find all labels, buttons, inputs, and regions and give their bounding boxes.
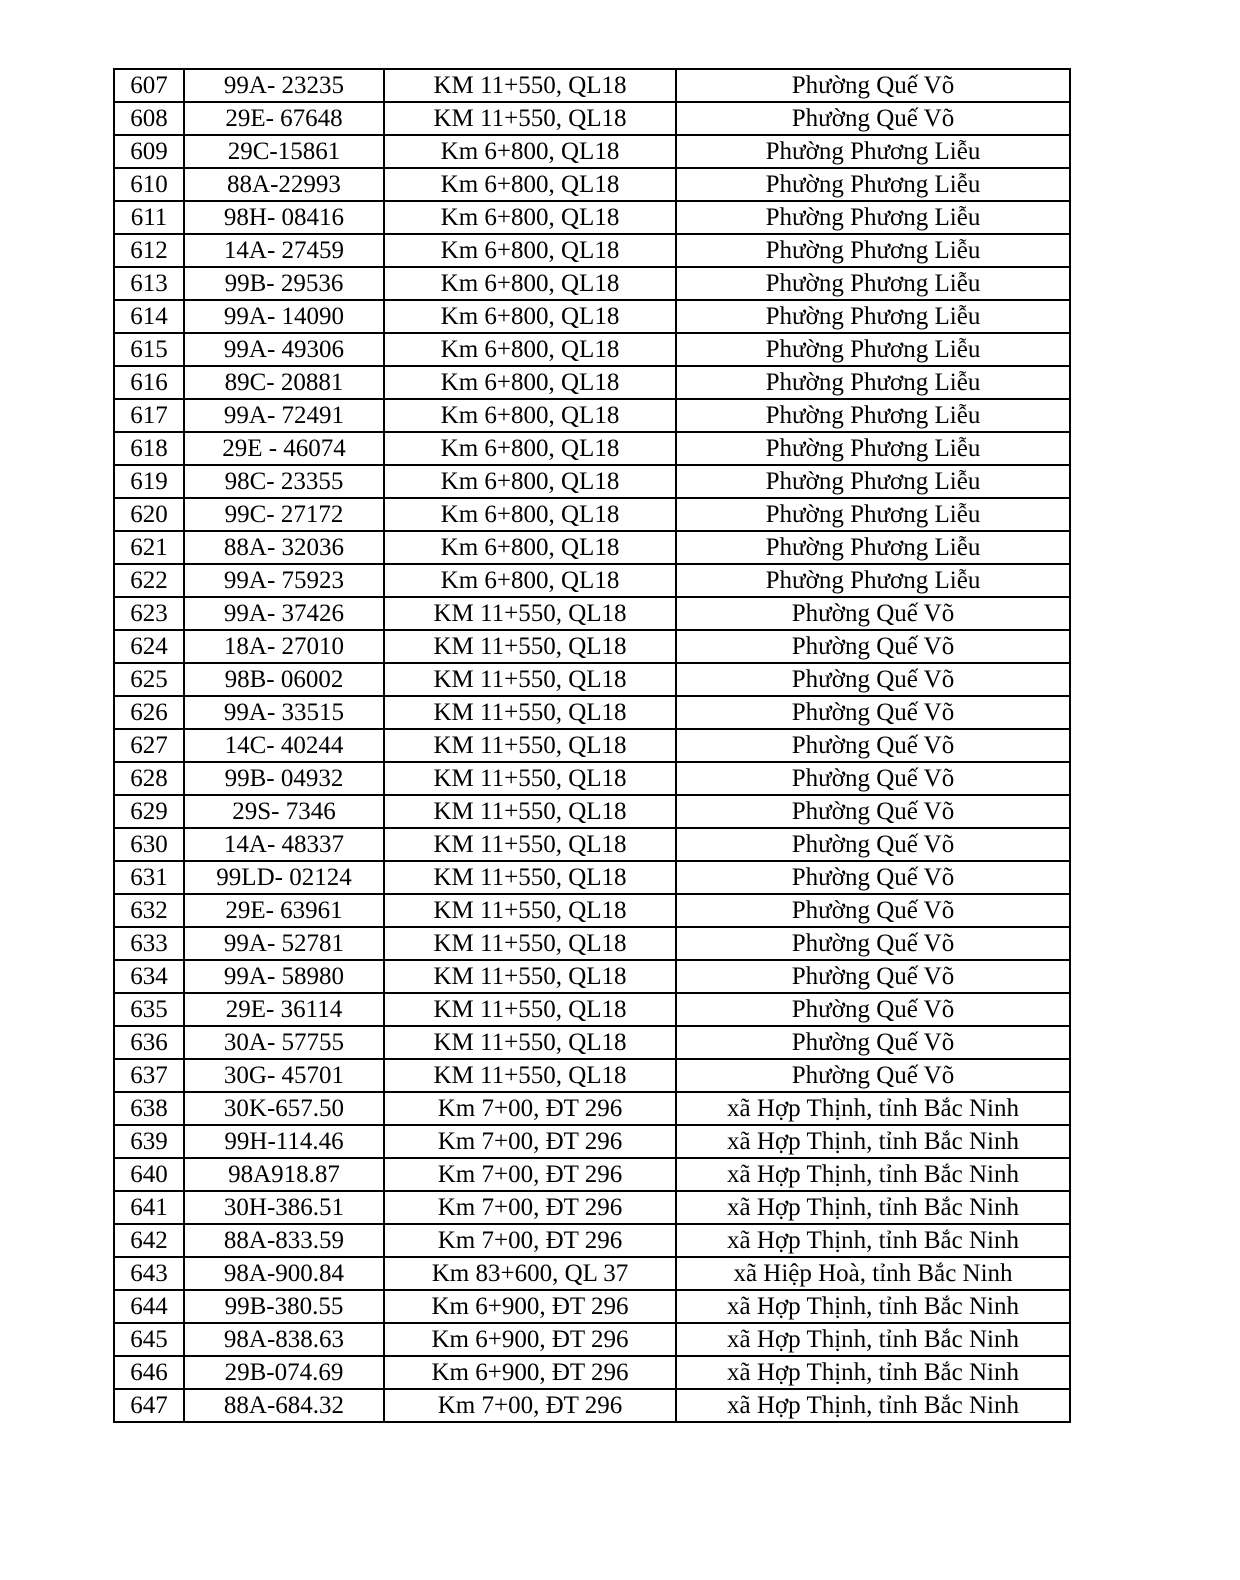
license-plate-cell: 99B-380.55	[184, 1290, 384, 1323]
license-plate-cell: 99C- 27172	[184, 498, 384, 531]
license-plate-cell: 99A- 72491	[184, 399, 384, 432]
table-row	[114, 234, 1070, 267]
row-number-cell: 609	[114, 135, 184, 168]
table-row	[114, 630, 1070, 663]
ward-cell: Phường Phương Liễu	[676, 564, 1070, 597]
ward-cell: Phường Phương Liễu	[676, 300, 1070, 333]
ward-cell: xã Hợp Thịnh, tỉnh Bắc Ninh	[676, 1158, 1070, 1191]
ward-cell: xã Hợp Thịnh, tỉnh Bắc Ninh	[676, 1191, 1070, 1224]
ward-cell: Phường Phương Liễu	[676, 432, 1070, 465]
ward-cell: Phường Quế Võ	[676, 630, 1070, 663]
location-cell: Km 6+800, QL18	[384, 234, 676, 267]
license-plate-cell: 98A-838.63	[184, 1323, 384, 1356]
ward-cell: Phường Quế Võ	[676, 993, 1070, 1026]
location-cell: KM 11+550, QL18	[384, 102, 676, 135]
table-row	[114, 1389, 1070, 1422]
table-row	[114, 1158, 1070, 1191]
table-row	[114, 432, 1070, 465]
license-plate-cell: 88A-833.59	[184, 1224, 384, 1257]
table-row	[114, 465, 1070, 498]
table-row	[114, 333, 1070, 366]
ward-cell: Phường Phương Liễu	[676, 498, 1070, 531]
table-row	[114, 564, 1070, 597]
table-row	[114, 1257, 1070, 1290]
ward-cell: Phường Quế Võ	[676, 960, 1070, 993]
location-cell: Km 6+800, QL18	[384, 564, 676, 597]
table-row	[114, 960, 1070, 993]
ward-cell: Phường Quế Võ	[676, 696, 1070, 729]
location-cell: Km 6+900, ĐT 296	[384, 1290, 676, 1323]
license-plate-cell: 29E- 67648	[184, 102, 384, 135]
row-number-cell: 622	[114, 564, 184, 597]
row-number-cell: 607	[114, 69, 184, 102]
license-plate-cell: 29E- 63961	[184, 894, 384, 927]
location-cell: Km 6+800, QL18	[384, 498, 676, 531]
license-plate-cell: 30A- 57755	[184, 1026, 384, 1059]
row-number-cell: 628	[114, 762, 184, 795]
license-plate-cell: 99B- 29536	[184, 267, 384, 300]
table-row	[114, 1191, 1070, 1224]
table-row	[114, 366, 1070, 399]
ward-cell: xã Hợp Thịnh, tỉnh Bắc Ninh	[676, 1224, 1070, 1257]
ward-cell: xã Hợp Thịnh, tỉnh Bắc Ninh	[676, 1125, 1070, 1158]
row-number-cell: 621	[114, 531, 184, 564]
ward-cell: Phường Quế Võ	[676, 828, 1070, 861]
table-row	[114, 1290, 1070, 1323]
ward-cell: Phường Quế Võ	[676, 861, 1070, 894]
license-plate-cell: 99A- 37426	[184, 597, 384, 630]
ward-cell: xã Hiệp Hoà, tỉnh Bắc Ninh	[676, 1257, 1070, 1290]
table-row	[114, 300, 1070, 333]
ward-cell: Phường Quế Võ	[676, 69, 1070, 102]
row-number-cell: 619	[114, 465, 184, 498]
table-row	[114, 894, 1070, 927]
ward-cell: Phường Quế Võ	[676, 762, 1070, 795]
row-number-cell: 630	[114, 828, 184, 861]
location-cell: KM 11+550, QL18	[384, 597, 676, 630]
table-row	[114, 102, 1070, 135]
license-plate-cell: 99LD- 02124	[184, 861, 384, 894]
ward-cell: Phường Quế Võ	[676, 1059, 1070, 1092]
table-row	[114, 1125, 1070, 1158]
table-row	[114, 696, 1070, 729]
location-cell: Km 6+900, ĐT 296	[384, 1356, 676, 1389]
license-plate-cell: 99A- 33515	[184, 696, 384, 729]
license-plate-cell: 14A- 48337	[184, 828, 384, 861]
table-row	[114, 762, 1070, 795]
license-plate-cell: 29S- 7346	[184, 795, 384, 828]
table-row	[114, 531, 1070, 564]
location-cell: KM 11+550, QL18	[384, 795, 676, 828]
row-number-cell: 624	[114, 630, 184, 663]
license-plate-cell: 99A- 52781	[184, 927, 384, 960]
table-row	[114, 267, 1070, 300]
location-cell: Km 7+00, ĐT 296	[384, 1191, 676, 1224]
license-plate-cell: 30G- 45701	[184, 1059, 384, 1092]
table-row	[114, 663, 1070, 696]
row-number-cell: 636	[114, 1026, 184, 1059]
license-plate-cell: 99A- 14090	[184, 300, 384, 333]
location-cell: KM 11+550, QL18	[384, 630, 676, 663]
location-cell: Km 7+00, ĐT 296	[384, 1158, 676, 1191]
license-plate-cell: 98A918.87	[184, 1158, 384, 1191]
license-plate-cell: 88A-684.32	[184, 1389, 384, 1422]
location-cell: KM 11+550, QL18	[384, 696, 676, 729]
row-number-cell: 646	[114, 1356, 184, 1389]
row-number-cell: 625	[114, 663, 184, 696]
table-row	[114, 168, 1070, 201]
location-cell: Km 6+800, QL18	[384, 432, 676, 465]
ward-cell: Phường Phương Liễu	[676, 135, 1070, 168]
license-plate-cell: 99H-114.46	[184, 1125, 384, 1158]
ward-cell: Phường Quế Võ	[676, 102, 1070, 135]
table-row	[114, 135, 1070, 168]
location-cell: KM 11+550, QL18	[384, 894, 676, 927]
row-number-cell: 611	[114, 201, 184, 234]
ward-cell: Phường Phương Liễu	[676, 234, 1070, 267]
license-plate-cell: 29B-074.69	[184, 1356, 384, 1389]
row-number-cell: 639	[114, 1125, 184, 1158]
license-plate-cell: 30K-657.50	[184, 1092, 384, 1125]
row-number-cell: 634	[114, 960, 184, 993]
license-plate-cell: 88A-22993	[184, 168, 384, 201]
table-row	[114, 828, 1070, 861]
ward-cell: xã Hợp Thịnh, tỉnh Bắc Ninh	[676, 1356, 1070, 1389]
location-cell: KM 11+550, QL18	[384, 69, 676, 102]
row-number-cell: 620	[114, 498, 184, 531]
ward-cell: Phường Phương Liễu	[676, 267, 1070, 300]
row-number-cell: 638	[114, 1092, 184, 1125]
location-cell: Km 6+800, QL18	[384, 201, 676, 234]
row-number-cell: 633	[114, 927, 184, 960]
location-cell: Km 7+00, ĐT 296	[384, 1125, 676, 1158]
violations-table	[113, 68, 1071, 1423]
location-cell: Km 7+00, ĐT 296	[384, 1389, 676, 1422]
table-row	[114, 729, 1070, 762]
location-cell: Km 6+800, QL18	[384, 135, 676, 168]
table-row	[114, 399, 1070, 432]
ward-cell: Phường Phương Liễu	[676, 201, 1070, 234]
license-plate-cell: 14A- 27459	[184, 234, 384, 267]
ward-cell: Phường Quế Võ	[676, 1026, 1070, 1059]
license-plate-cell: 99A- 58980	[184, 960, 384, 993]
location-cell: KM 11+550, QL18	[384, 828, 676, 861]
license-plate-cell: 30H-386.51	[184, 1191, 384, 1224]
location-cell: KM 11+550, QL18	[384, 762, 676, 795]
row-number-cell: 617	[114, 399, 184, 432]
license-plate-cell: 89C- 20881	[184, 366, 384, 399]
ward-cell: Phường Phương Liễu	[676, 333, 1070, 366]
table-row	[114, 1026, 1070, 1059]
location-cell: Km 6+800, QL18	[384, 300, 676, 333]
ward-cell: xã Hợp Thịnh, tỉnh Bắc Ninh	[676, 1323, 1070, 1356]
table-row	[114, 861, 1070, 894]
table-row	[114, 201, 1070, 234]
row-number-cell: 615	[114, 333, 184, 366]
location-cell: Km 6+800, QL18	[384, 333, 676, 366]
table-row	[114, 597, 1070, 630]
location-cell: Km 6+800, QL18	[384, 531, 676, 564]
location-cell: KM 11+550, QL18	[384, 663, 676, 696]
license-plate-cell: 99A- 23235	[184, 69, 384, 102]
ward-cell: xã Hợp Thịnh, tỉnh Bắc Ninh	[676, 1389, 1070, 1422]
license-plate-cell: 99A- 75923	[184, 564, 384, 597]
location-cell: Km 7+00, ĐT 296	[384, 1092, 676, 1125]
ward-cell: Phường Phương Liễu	[676, 366, 1070, 399]
row-number-cell: 610	[114, 168, 184, 201]
table-row	[114, 1323, 1070, 1356]
table-row	[114, 1356, 1070, 1389]
location-cell: KM 11+550, QL18	[384, 729, 676, 762]
row-number-cell: 644	[114, 1290, 184, 1323]
location-cell: KM 11+550, QL18	[384, 861, 676, 894]
row-number-cell: 642	[114, 1224, 184, 1257]
license-plate-cell: 29C-15861	[184, 135, 384, 168]
location-cell: Km 6+800, QL18	[384, 399, 676, 432]
license-plate-cell: 99B- 04932	[184, 762, 384, 795]
row-number-cell: 640	[114, 1158, 184, 1191]
location-cell: KM 11+550, QL18	[384, 927, 676, 960]
location-cell: Km 6+800, QL18	[384, 366, 676, 399]
ward-cell: Phường Quế Võ	[676, 597, 1070, 630]
location-cell: KM 11+550, QL18	[384, 960, 676, 993]
license-plate-cell: 88A- 32036	[184, 531, 384, 564]
table-row	[114, 1224, 1070, 1257]
row-number-cell: 632	[114, 894, 184, 927]
license-plate-cell: 98A-900.84	[184, 1257, 384, 1290]
row-number-cell: 608	[114, 102, 184, 135]
location-cell: KM 11+550, QL18	[384, 1059, 676, 1092]
license-plate-cell: 99A- 49306	[184, 333, 384, 366]
license-plate-cell: 98C- 23355	[184, 465, 384, 498]
row-number-cell: 631	[114, 861, 184, 894]
row-number-cell: 641	[114, 1191, 184, 1224]
ward-cell: Phường Phương Liễu	[676, 531, 1070, 564]
location-cell: KM 11+550, QL18	[384, 1026, 676, 1059]
ward-cell: Phường Quế Võ	[676, 729, 1070, 762]
table-row	[114, 927, 1070, 960]
table-row	[114, 1059, 1070, 1092]
location-cell: KM 11+550, QL18	[384, 993, 676, 1026]
row-number-cell: 616	[114, 366, 184, 399]
row-number-cell: 614	[114, 300, 184, 333]
row-number-cell: 623	[114, 597, 184, 630]
row-number-cell: 626	[114, 696, 184, 729]
row-number-cell: 645	[114, 1323, 184, 1356]
license-plate-cell: 98B- 06002	[184, 663, 384, 696]
row-number-cell: 643	[114, 1257, 184, 1290]
row-number-cell: 637	[114, 1059, 184, 1092]
location-cell: Km 6+800, QL18	[384, 465, 676, 498]
ward-cell: Phường Phương Liễu	[676, 465, 1070, 498]
ward-cell: xã Hợp Thịnh, tỉnh Bắc Ninh	[676, 1092, 1070, 1125]
ward-cell: Phường Phương Liễu	[676, 168, 1070, 201]
location-cell: Km 6+900, ĐT 296	[384, 1323, 676, 1356]
table-row	[114, 993, 1070, 1026]
ward-cell: Phường Quế Võ	[676, 927, 1070, 960]
table-row	[114, 69, 1070, 102]
license-plate-cell: 29E- 36114	[184, 993, 384, 1026]
location-cell: Km 7+00, ĐT 296	[384, 1224, 676, 1257]
table-row	[114, 795, 1070, 828]
ward-cell: Phường Quế Võ	[676, 894, 1070, 927]
license-plate-cell: 14C- 40244	[184, 729, 384, 762]
table-row	[114, 1092, 1070, 1125]
ward-cell: Phường Quế Võ	[676, 795, 1070, 828]
ward-cell: Phường Phương Liễu	[676, 399, 1070, 432]
row-number-cell: 629	[114, 795, 184, 828]
row-number-cell: 647	[114, 1389, 184, 1422]
table-row	[114, 498, 1070, 531]
location-cell: Km 6+800, QL18	[384, 267, 676, 300]
table-body	[114, 69, 1070, 1422]
row-number-cell: 612	[114, 234, 184, 267]
row-number-cell: 635	[114, 993, 184, 1026]
location-cell: Km 6+800, QL18	[384, 168, 676, 201]
ward-cell: xã Hợp Thịnh, tỉnh Bắc Ninh	[676, 1290, 1070, 1323]
row-number-cell: 618	[114, 432, 184, 465]
location-cell: Km 83+600, QL 37	[384, 1257, 676, 1290]
row-number-cell: 627	[114, 729, 184, 762]
license-plate-cell: 29E - 46074	[184, 432, 384, 465]
license-plate-cell: 18A- 27010	[184, 630, 384, 663]
ward-cell: Phường Quế Võ	[676, 663, 1070, 696]
row-number-cell: 613	[114, 267, 184, 300]
license-plate-cell: 98H- 08416	[184, 201, 384, 234]
